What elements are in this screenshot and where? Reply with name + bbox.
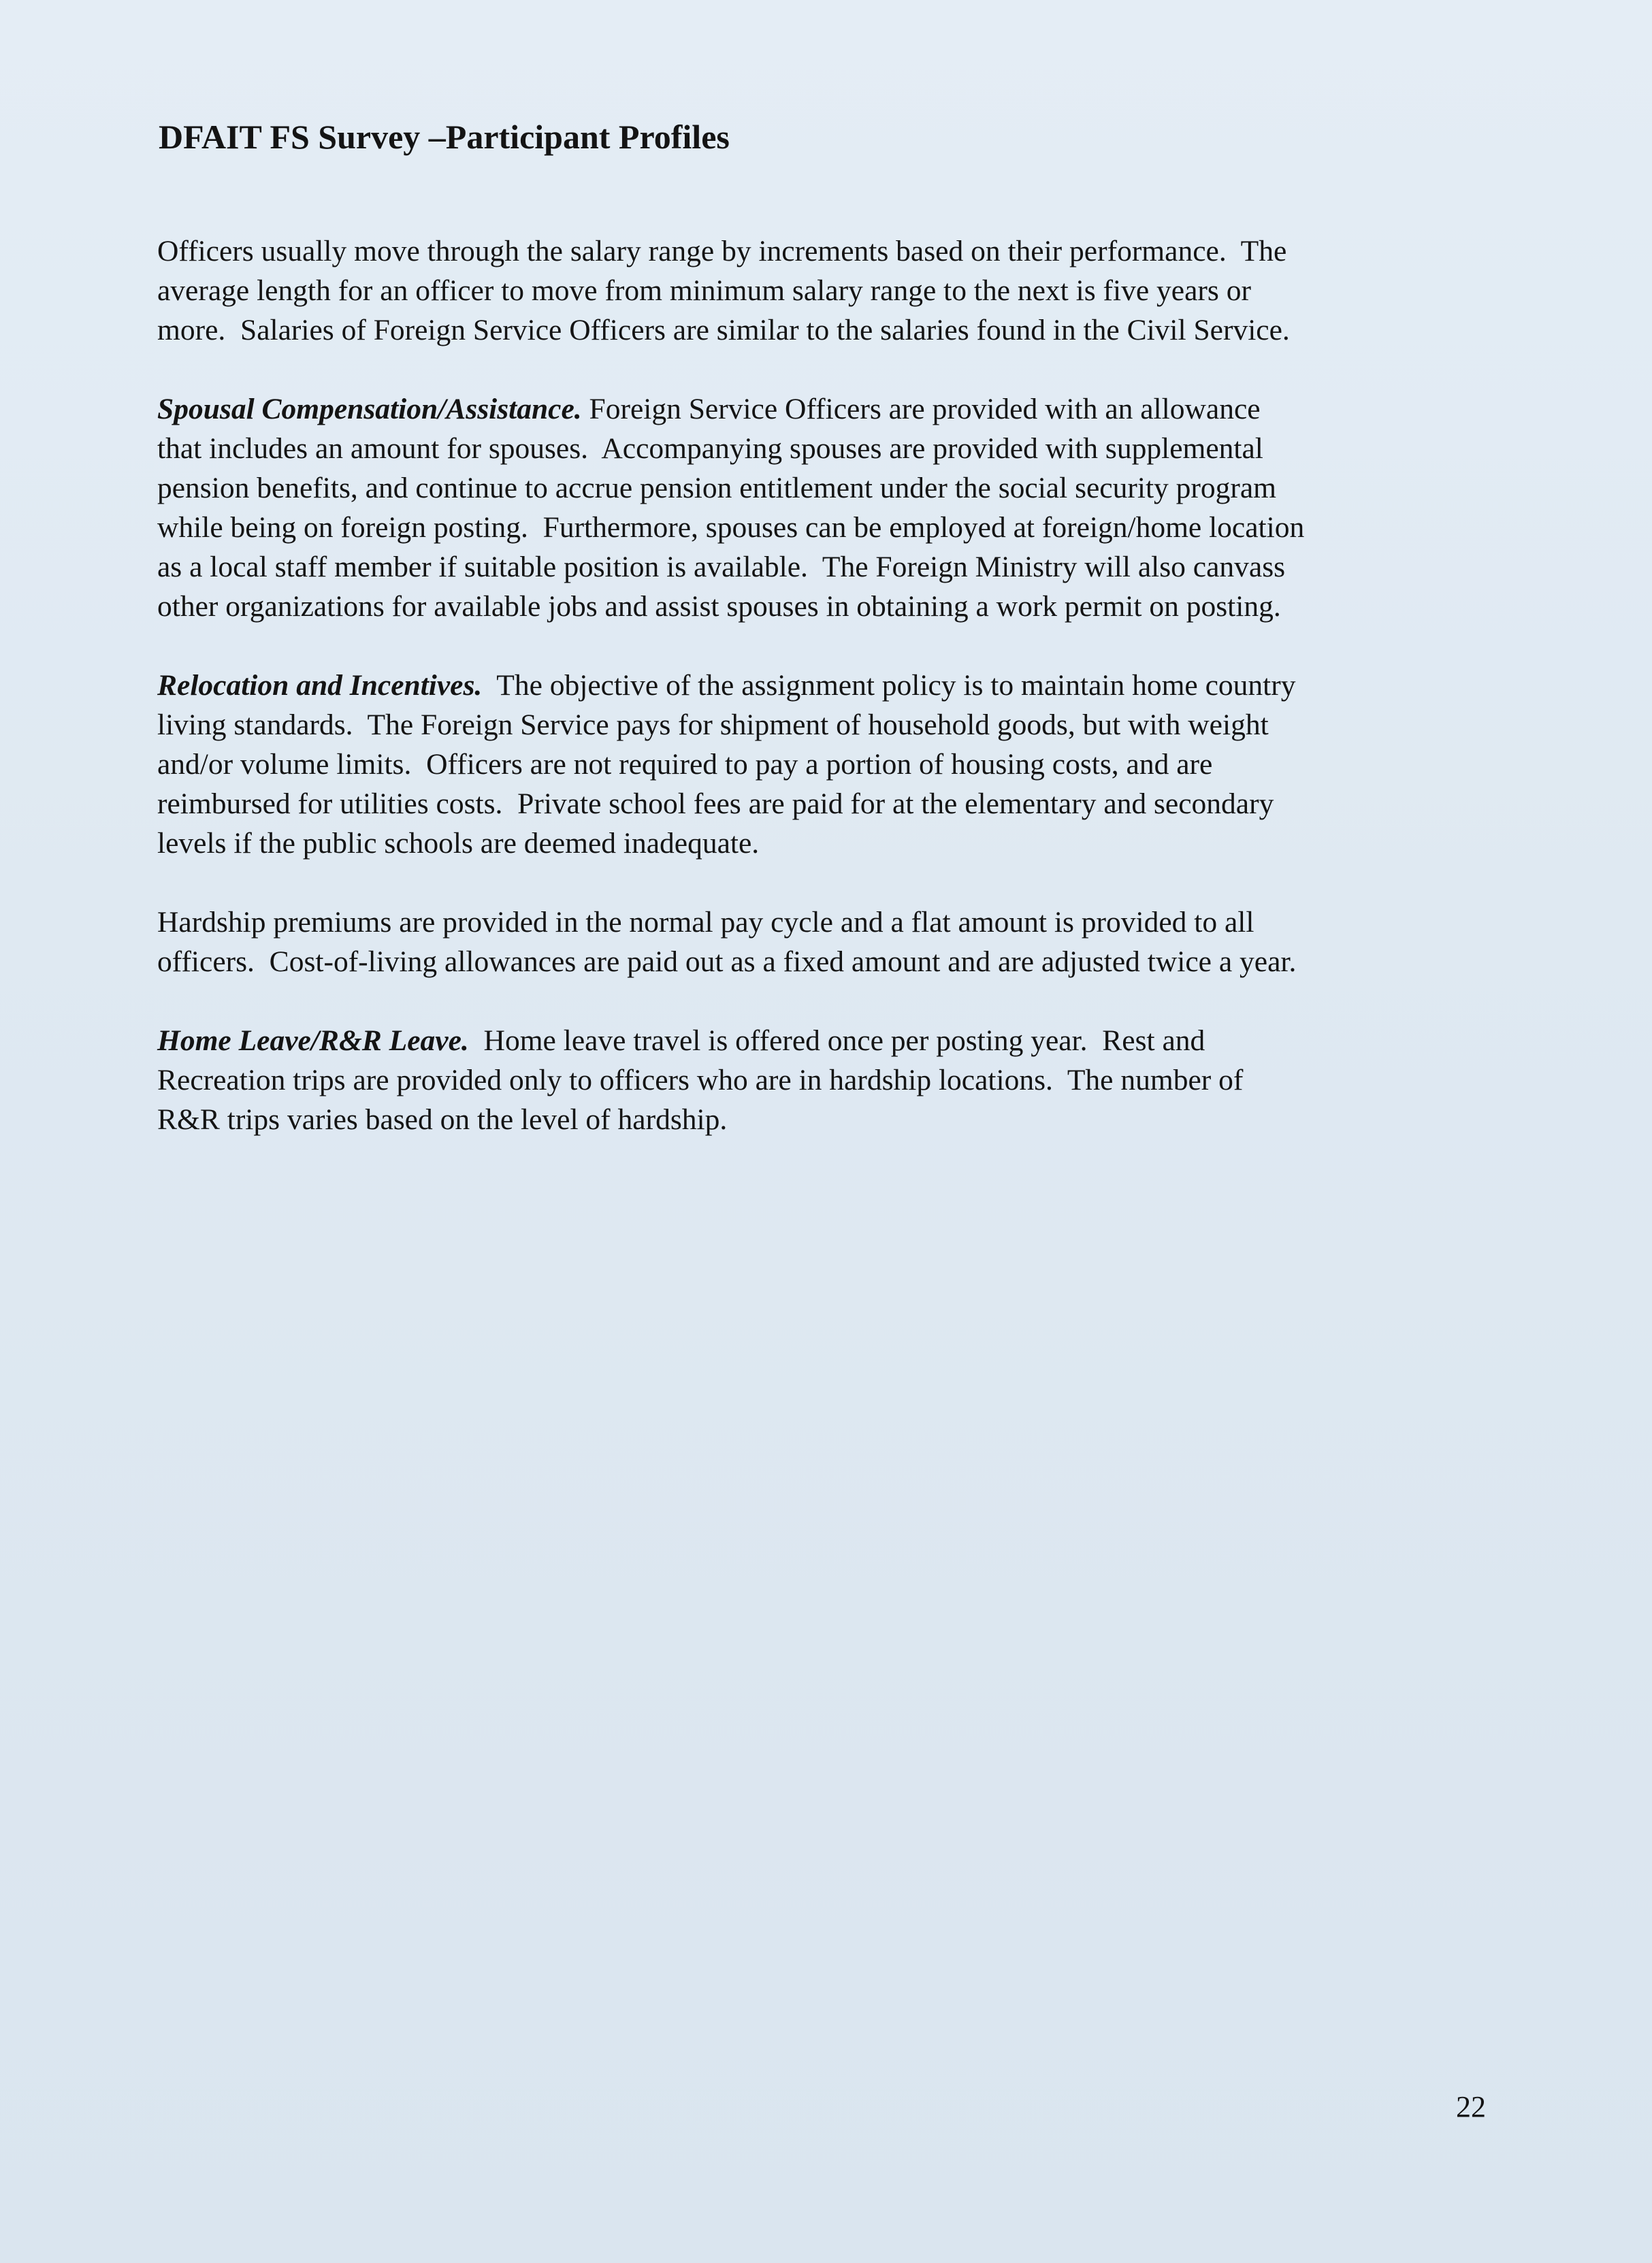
line-text: while being on foreign posting. Furthermore, spouses can be employed at foreign/home location: [157, 511, 1305, 544]
text-line: [157, 824, 1491, 863]
text-line: [157, 231, 1491, 271]
text-line: [157, 745, 1491, 784]
text-line: [157, 429, 1491, 468]
text-line: [157, 902, 1491, 942]
line-text: Foreign Service Officers are provided with an allowance: [581, 393, 1261, 425]
text-line: [157, 587, 1491, 626]
paragraph: [157, 389, 1491, 626]
paragraph: [157, 666, 1491, 863]
text-line: [157, 1021, 1491, 1060]
text-line: [157, 310, 1491, 350]
line-text: that includes an amount for spouses. Accompanying spouses are provided with supplemental: [157, 432, 1263, 465]
text-line: [157, 508, 1491, 547]
line-text: living standards. The Foreign Service pays for shipment of household goods, but with weight: [157, 709, 1269, 741]
line-text: officers. Cost-of-living allowances are paid out as a fixed amount and are adjusted twice a year.: [157, 945, 1297, 978]
line-text: Officers usually move through the salary range by increments based on their performance. The: [157, 235, 1287, 267]
line-text: Hardship premiums are provided in the normal pay cycle and a flat amount is provided to all: [157, 906, 1254, 939]
body-text: [157, 231, 1491, 1179]
text-line: [157, 705, 1491, 745]
text-line: [157, 1060, 1491, 1100]
paragraph: [157, 1021, 1491, 1139]
section-heading: Relocation and Incentives.: [157, 669, 483, 702]
line-text: reimbursed for utilities costs. Private school fees are paid for at the elementary and secondary: [157, 787, 1274, 820]
page-title: DFAIT FS Survey –Participant Profiles: [159, 118, 730, 156]
text-line: [157, 942, 1491, 981]
text-line: [157, 468, 1491, 508]
line-text: Home leave travel is offered once per posting year. Rest and: [468, 1024, 1205, 1057]
line-text: average length for an officer to move from minimum salary range to the next is five years or: [157, 274, 1251, 307]
text-line: [157, 547, 1491, 587]
text-line: [157, 389, 1491, 429]
text-line: [157, 271, 1491, 310]
section-heading: Home Leave/R&R Leave.: [157, 1024, 469, 1057]
line-text: Recreation trips are provided only to officers who are in hardship locations. The number of: [157, 1064, 1244, 1096]
line-text: levels if the public schools are deemed inadequate.: [157, 827, 760, 860]
page-number: 22: [1456, 2090, 1486, 2123]
line-text: more. Salaries of Foreign Service Officers are similar to the salaries found in the Civil Service.: [157, 314, 1290, 346]
text-line: [157, 1100, 1491, 1139]
paragraph: [157, 231, 1491, 350]
line-text: pension benefits, and continue to accrue pension entitlement under the social security program: [157, 472, 1277, 504]
line-text: other organizations for available jobs and assist spouses in obtaining a work permit on posting.: [157, 590, 1281, 623]
line-text: The objective of the assignment policy is to maintain home country: [482, 669, 1296, 702]
line-text: and/or volume limits. Officers are not required to pay a portion of housing costs, and are: [157, 748, 1213, 781]
line-text: R&R trips varies based on the level of hardship.: [157, 1103, 728, 1136]
paragraph: [157, 902, 1491, 981]
text-line: [157, 666, 1491, 705]
line-text: as a local staff member if suitable position is available. The Foreign Ministry will also canvass: [157, 551, 1286, 583]
section-heading: Spousal Compensation/Assistance.: [157, 393, 582, 425]
text-line: [157, 784, 1491, 824]
